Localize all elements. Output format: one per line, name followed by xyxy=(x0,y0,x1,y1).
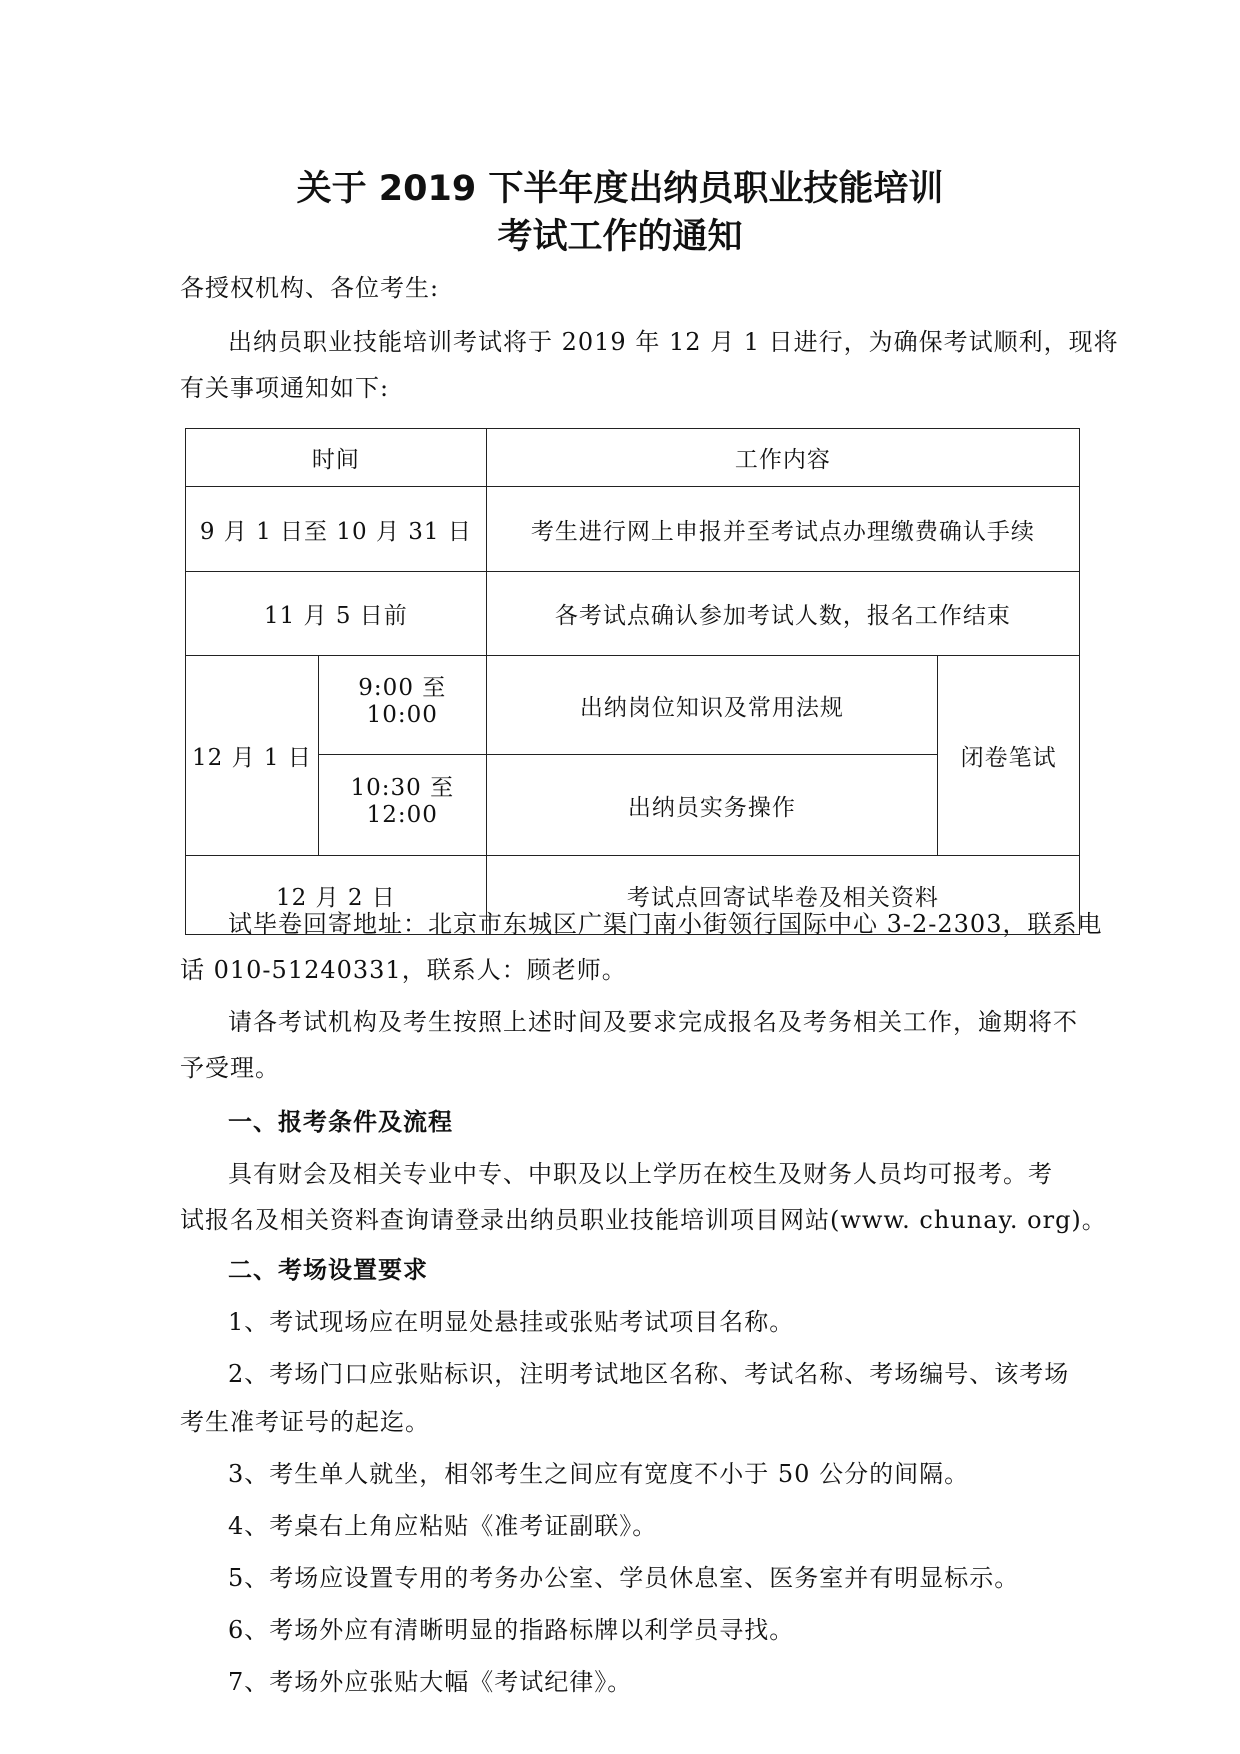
list-item: 1、考试现场应在明显处悬挂或张贴考试项目名称。 xyxy=(228,1308,795,1336)
notice-title-line-2: 考试工作的通知 xyxy=(497,217,743,257)
cell-slot-time: 10:30 至 12:00 xyxy=(318,755,486,856)
schedule-table xyxy=(185,428,1080,935)
notice-title-line-1: 关于 2019 下半年度出纳员职业技能培训 xyxy=(296,169,944,209)
table-row xyxy=(186,572,1080,656)
address-line-1: 试毕卷回寄地址：北京市东城区广渠门南小街领行国际中心 3-2-2303，联系电 xyxy=(228,910,1103,938)
cell-time: 11 月 5 日前 xyxy=(186,572,487,656)
section-1-line-2: 试报名及相关资料查询请登录出纳员职业技能培训项目网站(www. chunay. org)。 xyxy=(180,1206,1107,1234)
cell-slot-time: 9:00 至 10:00 xyxy=(318,656,486,755)
request-line-2: 予受理。 xyxy=(180,1054,280,1082)
header-time: 时间 xyxy=(186,429,487,487)
table-row xyxy=(186,487,1080,572)
address-line-2: 话 010-51240331，联系人：顾老师。 xyxy=(180,956,627,984)
intro-line-2: 有关事项通知如下: xyxy=(180,374,390,402)
cell-date: 12 月 1 日 xyxy=(186,656,319,856)
cell-time: 12 月 2 日 xyxy=(186,856,487,935)
list-item: 7、考场外应张贴大幅《考试纪律》。 xyxy=(228,1668,633,1696)
request-line-1: 请各考试机构及考生按照上述时间及要求完成报名及考务相关工作，逾期将不 xyxy=(228,1008,1078,1036)
section-1-line-1: 具有财会及相关专业中专、中职及以上学历在校生及财务人员均可报考。考 xyxy=(228,1160,1053,1188)
cell-content: 各考试点确认参加考试人数，报名工作结束 xyxy=(486,572,1079,656)
list-item-continuation: 考生准考证号的起迄。 xyxy=(180,1408,430,1436)
list-item: 5、考场应设置专用的考务办公室、学员休息室、医务室并有明显标示。 xyxy=(228,1564,1020,1592)
intro-line-1: 出纳员职业技能培训考试将于 2019 年 12 月 1 日进行，为确保考试顺利，现将 xyxy=(228,328,1119,356)
table-header-row xyxy=(186,429,1080,487)
cell-content: 考试点回寄试毕卷及相关资料 xyxy=(486,856,1079,935)
list-item: 2、考场门口应张贴标识，注明考试地区名称、考试名称、考场编号、该考场 xyxy=(228,1360,1070,1388)
list-item: 4、考桌右上角应粘贴《准考证副联》。 xyxy=(228,1512,658,1540)
cell-content: 考生进行网上申报并至考试点办理缴费确认手续 xyxy=(486,487,1079,572)
salutation: 各授权机构、各位考生: xyxy=(180,274,440,302)
header-content: 工作内容 xyxy=(486,429,1079,487)
section-1-heading: 一、报考条件及流程 xyxy=(228,1108,453,1136)
table-row xyxy=(186,656,1080,755)
cell-time: 9 月 1 日至 10 月 31 日 xyxy=(186,487,487,572)
section-2-heading: 二、考场设置要求 xyxy=(228,1256,428,1284)
cell-slot-content: 出纳员实务操作 xyxy=(486,755,937,856)
cell-exam-mode: 闭卷笔试 xyxy=(938,656,1080,856)
list-item: 3、考生单人就坐，相邻考生之间应有宽度不小于 50 公分的间隔。 xyxy=(228,1460,970,1488)
list-item: 6、考场外应有清晰明显的指路标牌以利学员寻找。 xyxy=(228,1616,795,1644)
cell-slot-content: 出纳岗位知识及常用法规 xyxy=(486,656,937,755)
